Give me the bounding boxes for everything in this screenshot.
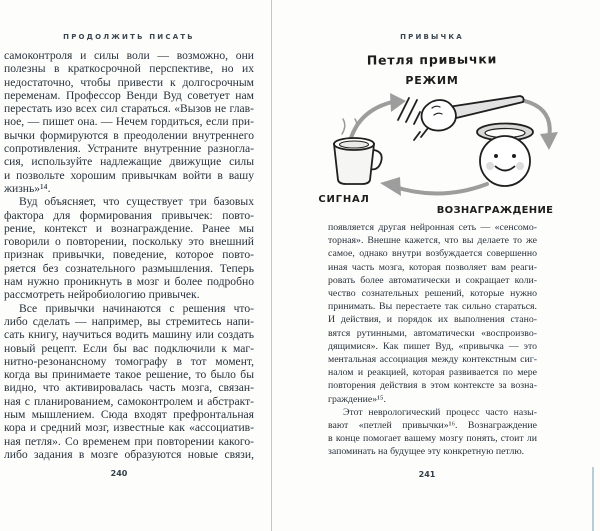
loop-arrow-reward-to-cue xyxy=(380,177,487,196)
text-line: торная». Внешне кажется, что вы делаете то же xyxy=(328,235,537,247)
text-line: принимать. Вы перестаете так сильно стараться. xyxy=(328,301,537,313)
text-line: фактора для формирования привычек: повто- xyxy=(4,208,254,222)
text-line: дящимися». Как пишет Вуд, «привычка — это xyxy=(328,340,537,352)
text-line: вычки формируются в преодолении внутреннего xyxy=(4,128,254,142)
text-line: самоконтроля и силы воли — возможно, они xyxy=(4,49,254,62)
text-line: налом и реакцией, которая развивается по мере xyxy=(328,367,537,379)
text-line: когда вы принимаете такое решение, то было бы xyxy=(4,368,254,382)
text-line: ровать более автоматически и сокращает коли- xyxy=(328,274,537,286)
text-line: сать книгу, научиться водить машину или создать xyxy=(4,328,254,342)
text-line: в конце помогает вашему мозгу понять, стоит ли xyxy=(328,433,537,445)
right-running-head: ПРИВЫЧКА xyxy=(400,33,464,41)
text-line: запоминать на будущее эту конкретную петлю. xyxy=(328,446,525,458)
text-line: сия, используйте надлежащие движущие силы xyxy=(4,155,254,169)
text-line: ным мышлением. Сюда входят префронтальная xyxy=(4,408,254,422)
text-line: Этот неврологический процесс часто назы- xyxy=(343,406,537,418)
text-line: ное, — пишет она. — Нечем гордиться, если при- xyxy=(4,115,254,129)
text-line: сопротивления. Устраните внутренние разногла- xyxy=(4,142,254,156)
text-line: нам нужно проникнуть в мозг и более подробно xyxy=(4,275,254,289)
text-line: говорили о повторении, поскольку это внешний xyxy=(4,235,254,249)
text-line: самое, однако внутри возбуждается совершенно xyxy=(328,248,537,260)
text-line: ментальная ассоциация между контекстным сиг- xyxy=(328,354,537,366)
text-line: иная часть мозга, которая позволяет вам реаги- xyxy=(328,261,537,273)
text-line: И действия, и порядок их выполнения стано- xyxy=(328,314,537,326)
habit-loop-art xyxy=(302,88,562,206)
text-line: ная с планированием, самоконтролем и абстракт- xyxy=(4,394,254,408)
text-line: новый рецепт. Если бы вас подключили к маг- xyxy=(4,341,254,355)
text-line: недостаточно, чтобы привести к долгосрочным xyxy=(4,75,254,89)
loop-arrow-routine-to-reward xyxy=(525,101,558,150)
text-line: рение, контекст и вознаграждение. Ранее мы xyxy=(4,221,254,235)
text-line: полезны в краткосрочной перспективе, но их xyxy=(4,62,254,76)
text-line: и позвольте хорошим привычкам войти в вашу xyxy=(4,168,254,182)
text-line: Все привычки начинаются с решения что- xyxy=(19,301,254,315)
text-line: переменам. Профессор Венди Вуд советует нам xyxy=(4,88,254,102)
left-body-text xyxy=(4,49,254,461)
halo-smiley-icon xyxy=(477,124,533,187)
diagram-label-reward: ВОЗНАГРАЖДЕНИЕ xyxy=(436,205,554,216)
text-line: видно, что активировалась часть мозга, связан- xyxy=(4,381,254,395)
text-line: ная петля». Со временем при повторении какого- xyxy=(4,434,254,448)
diagram-label-routine: РЕЖИМ xyxy=(405,74,459,87)
diagram-title: Петля привычки xyxy=(366,51,498,68)
text-line: жизнь»¹⁴. xyxy=(4,181,51,195)
text-line: повторения действия в этом контексте за возна- xyxy=(328,380,537,392)
text-line: рассмотреть нейробиологию привычек. xyxy=(4,288,200,302)
text-line: кора и средний мозг, известные как «ассоциатив- xyxy=(4,421,254,435)
text-line: Вуд объясняет, что существует три базовых xyxy=(19,195,254,209)
text-line: ряется без сознательного размышления. Теперь xyxy=(4,261,254,275)
text-line: либо задания в мозге образуются новые связи, xyxy=(4,447,254,461)
text-line: признак привычки, поведение, которое повто- xyxy=(4,248,254,262)
text-line: вают «петлей привычки»¹⁶. Вознаграждение xyxy=(328,420,537,432)
left-page-number: 240 xyxy=(110,469,128,478)
left-page xyxy=(0,0,271,531)
text-line: либо сделать — например, вы стремитесь напи- xyxy=(4,314,254,328)
coffee-mug-icon xyxy=(334,119,382,184)
right-body-text xyxy=(328,221,537,459)
text-line: чество сознательных решений, которые нужно xyxy=(328,288,537,300)
right-page-number: 241 xyxy=(418,470,436,479)
text-line: перестать изо всех сил стараться. «Вызов не глав- xyxy=(4,102,254,116)
text-line: граждение»¹⁵. xyxy=(328,393,386,405)
text-line: нитно-резонансному томографу в тот момент, xyxy=(4,354,254,368)
habit-loop-diagram xyxy=(302,52,562,230)
text-line: появляется другая нейронная сеть — «сенсомо- xyxy=(328,222,537,233)
left-running-head: ПРОДОЛЖИТЬ ПИСАТЬ xyxy=(63,33,195,41)
diagram-label-cue: СИГНАЛ xyxy=(318,194,370,205)
text-line: вятся рутинными, автоматически «воспроизво- xyxy=(328,327,537,339)
